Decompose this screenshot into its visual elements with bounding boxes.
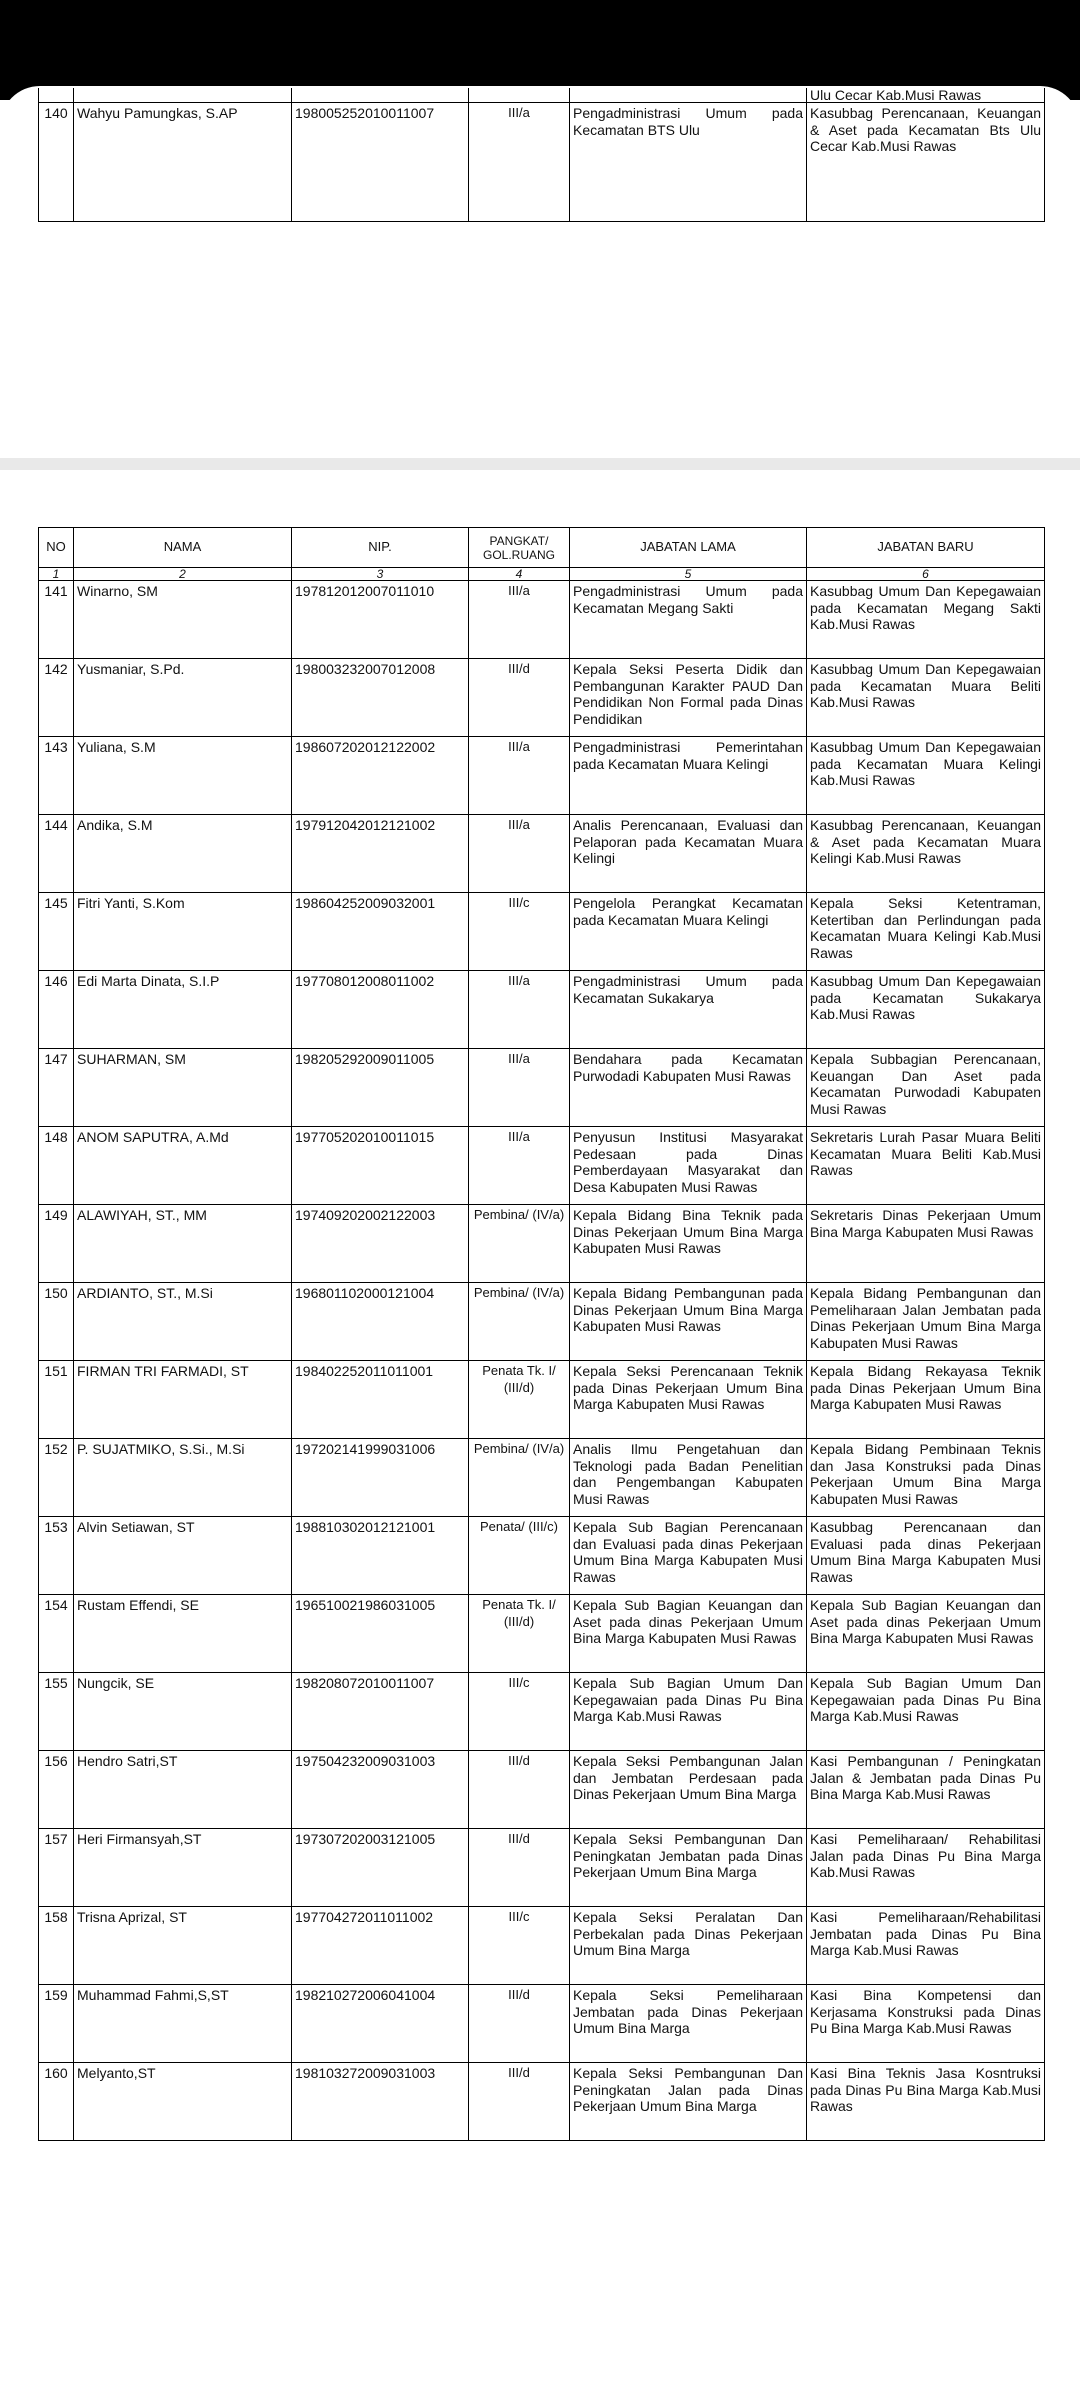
- cell-no: 160: [39, 2063, 74, 2141]
- cell-nama: ANOM SAPUTRA, A.Md: [74, 1127, 292, 1205]
- cell-no: 157: [39, 1829, 74, 1907]
- table-row: [39, 1673, 1045, 1751]
- cell-jabatan-baru: Sekretaris Lurah Pasar Muara Beliti Kecamatan Muara Beliti Kab.Musi Rawas: [807, 1127, 1045, 1205]
- cell-nama: Nungcik, SE: [74, 1673, 292, 1751]
- cell-pangkat: III/c: [469, 1673, 570, 1751]
- cell-jabatan-baru: Kasubbag Perencanaan, Keuangan & Aset pada Kecamatan Bts Ulu Cecar Kab.Musi Rawas: [807, 103, 1045, 222]
- cell-nama: ARDIANTO, ST., M.Si: [74, 1283, 292, 1361]
- previous-page-table: [38, 88, 1045, 222]
- table-row: [39, 1985, 1045, 2063]
- cell-no: 155: [39, 1673, 74, 1751]
- cell-pangkat: III/a: [469, 1049, 570, 1127]
- column-number-row: [39, 568, 1045, 581]
- cell-jabatan-baru: Kasubbag Umum Dan Kepegawaian pada Kecamatan Sukakarya Kab.Musi Rawas: [807, 971, 1045, 1049]
- cell-no: 156: [39, 1751, 74, 1829]
- cell-jabatan-lama: Pengadministrasi Umum pada Kecamatan Megang Sakti: [570, 581, 807, 659]
- cell-nip: 197708012008011002: [292, 971, 469, 1049]
- cell-jabatan-baru: Kasubbag Perencanaan dan Evaluasi pada dinas Pekerjaan Umum Bina Marga Kabupaten Musi Rawas: [807, 1517, 1045, 1595]
- table-row: [39, 971, 1045, 1049]
- table-row: [39, 1439, 1045, 1517]
- cell-pangkat: Pembina/ (IV/a): [469, 1439, 570, 1517]
- cell-nip: 198810302012121001: [292, 1517, 469, 1595]
- cell-pangkat: Penata/ (III/c): [469, 1517, 570, 1595]
- cell-nip: 197704272011011002: [292, 1907, 469, 1985]
- column-number: 4: [469, 568, 570, 581]
- cell-jabatan-lama: Pengadministrasi Umum pada Kecamatan Sukakarya: [570, 971, 807, 1049]
- cell-nip: 197307202003121005: [292, 1829, 469, 1907]
- cell-no: 140: [39, 103, 74, 222]
- cell-nip: 198205292009011005: [292, 1049, 469, 1127]
- cell-nama: ALAWIYAH, ST., MM: [74, 1205, 292, 1283]
- cell-jabatan-baru: Kasubbag Umum Dan Kepegawaian pada Kecamatan Megang Sakti Kab.Musi Rawas: [807, 581, 1045, 659]
- cell-no: 152: [39, 1439, 74, 1517]
- cell-no: 151: [39, 1361, 74, 1439]
- cell-jabatan-baru: Kepala Bidang Rekayasa Teknik pada Dinas Pekerjaan Umum Bina Marga Kabupaten Musi Rawas: [807, 1361, 1045, 1439]
- cell-pangkat: III/a: [469, 103, 570, 222]
- cell-nama: Andika, S.M: [74, 815, 292, 893]
- cell-nama: Yuliana, S.M: [74, 737, 292, 815]
- header-jabatan-lama: JABATAN LAMA: [570, 528, 807, 568]
- cell-pangkat: III/d: [469, 1751, 570, 1829]
- cell-nip: 197409202002122003: [292, 1205, 469, 1283]
- cell-jabatan-lama: Kepala Seksi Pembangunan Dan Peningkatan Jalan pada Dinas Pekerjaan Umum Bina Marga: [570, 2063, 807, 2141]
- cell-nama: Heri Firmansyah,ST: [74, 1829, 292, 1907]
- cell-pangkat: III/d: [469, 1829, 570, 1907]
- cell-nip: 197504232009031003: [292, 1751, 469, 1829]
- table-row: [39, 1127, 1045, 1205]
- cell-jabatan-lama: Kepala Bidang Pembangunan pada Dinas Pekerjaan Umum Bina Marga Kabupaten Musi Rawas: [570, 1283, 807, 1361]
- cell-jabatan-lama: Kepala Seksi Perencanaan Teknik pada Dinas Pekerjaan Umum Bina Marga Kabupaten Musi Rawas: [570, 1361, 807, 1439]
- cell-nip: 198003232007012008: [292, 659, 469, 737]
- cell-pangkat: III/c: [469, 1907, 570, 1985]
- cell-nip: 197705202010011015: [292, 1127, 469, 1205]
- personnel-table: [38, 527, 1045, 2141]
- table-row: [39, 1829, 1045, 1907]
- cell-no: 143: [39, 737, 74, 815]
- cell-jabatan-lama: Pengadministrasi Umum pada Kecamatan BTS Ulu: [570, 103, 807, 222]
- cell-no: 141: [39, 581, 74, 659]
- cell-no: 150: [39, 1283, 74, 1361]
- cell-jabatan-baru: Kasi Pemeliharaan/ Rehabilitasi Jalan pada Dinas Pu Bina Marga Kab.Musi Rawas: [807, 1829, 1045, 1907]
- cell-jabatan-lama: Analis Perencanaan, Evaluasi dan Pelaporan pada Kecamatan Muara Kelingi: [570, 815, 807, 893]
- cell-nama: Hendro Satri,ST: [74, 1751, 292, 1829]
- cell-no: 149: [39, 1205, 74, 1283]
- cell-nip: 198103272009031003: [292, 2063, 469, 2141]
- table-row: [39, 1361, 1045, 1439]
- cell-jabatan-lama: Kepala Sub Bagian Keuangan dan Aset pada dinas Pekerjaan Umum Bina Marga Kabupaten Musi Rawas: [570, 1595, 807, 1673]
- header-pangkat: PANGKAT/ GOL.RUANG: [469, 528, 570, 568]
- cell-nama: Edi Marta Dinata, S.I.P: [74, 971, 292, 1049]
- cell-nama: Yusmaniar, S.Pd.: [74, 659, 292, 737]
- cell-nip: 198402252011011001: [292, 1361, 469, 1439]
- cell-no: 154: [39, 1595, 74, 1673]
- cell-nip: 198210272006041004: [292, 1985, 469, 2063]
- cut-row: [39, 88, 1045, 103]
- cell-jabatan-baru: Kasi Bina Teknis Jasa Kosntruksi pada Dinas Pu Bina Marga Kab.Musi Rawas: [807, 2063, 1045, 2141]
- cell-jabatan-lama: Pengadministrasi Pemerintahan pada Kecamatan Muara Kelingi: [570, 737, 807, 815]
- cell-jabatan-baru: Kasi Pemeliharaan/Rehabilitasi Jembatan pada Dinas Pu Bina Marga Kab.Musi Rawas: [807, 1907, 1045, 1985]
- cell-jabatan-lama: Analis Ilmu Pengetahuan dan Teknologi pada Badan Penelitian dan Pengembangan Kabupaten Musi Rawas: [570, 1439, 807, 1517]
- cell-nama: Winarno, SM: [74, 581, 292, 659]
- cell-nama: Fitri Yanti, S.Kom: [74, 893, 292, 971]
- cell-nama: FIRMAN TRI FARMADI, ST: [74, 1361, 292, 1439]
- cell-nama: Trisna Aprizal, ST: [74, 1907, 292, 1985]
- column-number: 1: [39, 568, 74, 581]
- table-row: [39, 581, 1045, 659]
- cell-no: 147: [39, 1049, 74, 1127]
- cell-no: 148: [39, 1127, 74, 1205]
- cell-nip: 197812012007011010: [292, 581, 469, 659]
- cell-jabatan-baru: Kepala Sub Bagian Keuangan dan Aset pada dinas Pekerjaan Umum Bina Marga Kabupaten Musi Rawas: [807, 1595, 1045, 1673]
- table-row: [39, 815, 1045, 893]
- cell-nama: P. SUJATMIKO, S.Si., M.Si: [74, 1439, 292, 1517]
- table-row: [39, 659, 1045, 737]
- cell-jabatan-baru: Kepala Bidang Pembangunan dan Pemeliharaan Jalan Jembatan pada Dinas Pekerjaan Umum Bina Marga Kabupaten Musi Rawas: [807, 1283, 1045, 1361]
- table-row: [39, 1517, 1045, 1595]
- cell-nip: 196510021986031005: [292, 1595, 469, 1673]
- cut-text: Ulu Cecar Kab.Musi Rawas: [807, 88, 1045, 103]
- cell-jabatan-lama: Kepala Seksi Peralatan Dan Perbekalan pada Dinas Pekerjaan Umum Bina Marga: [570, 1907, 807, 1985]
- cell-pangkat: III/a: [469, 971, 570, 1049]
- cell-nama: Wahyu Pamungkas, S.AP: [74, 103, 292, 222]
- status-bar-area: [0, 0, 1080, 100]
- cell-no: 153: [39, 1517, 74, 1595]
- cell-nip: 197912042012121002: [292, 815, 469, 893]
- cell-jabatan-lama: Pengelola Perangkat Kecamatan pada Kecamatan Muara Kelingi: [570, 893, 807, 971]
- table-row: [39, 1205, 1045, 1283]
- table-row: [39, 1595, 1045, 1673]
- cell-jabatan-baru: Kasubbag Umum Dan Kepegawaian pada Kecamatan Muara Beliti Kab.Musi Rawas: [807, 659, 1045, 737]
- header-nip: NIP.: [292, 528, 469, 568]
- cell-jabatan-lama: Kepala Seksi Peserta Didik dan Pembangunan Karakter PAUD Dan Pendidikan Non Formal pada Dinas Pendidikan: [570, 659, 807, 737]
- cell-pangkat: III/c: [469, 893, 570, 971]
- cell-jabatan-lama: Kepala Sub Bagian Perencanaan dan Evaluasi pada dinas Pekerjaan Umum Bina Marga Kabupaten Musi Rawas: [570, 1517, 807, 1595]
- cell-nama: Melyanto,ST: [74, 2063, 292, 2141]
- cell-nip: 198005252010011007: [292, 103, 469, 222]
- cell-no: 142: [39, 659, 74, 737]
- cell-jabatan-lama: Kepala Seksi Pemeliharaan Jembatan pada Dinas Pekerjaan Umum Bina Marga: [570, 1985, 807, 2063]
- cell-nip: 198607202012122002: [292, 737, 469, 815]
- table-row: [39, 737, 1045, 815]
- cell-jabatan-lama: Kepala Sub Bagian Umum Dan Kepegawaian pada Dinas Pu Bina Marga Kab.Musi Rawas: [570, 1673, 807, 1751]
- cell-no: 145: [39, 893, 74, 971]
- cell-jabatan-baru: Kasi Bina Kompetensi dan Kerjasama Konstruksi pada Dinas Pu Bina Marga Kab.Musi Rawas: [807, 1985, 1045, 2063]
- cell-no: 146: [39, 971, 74, 1049]
- table-row: [39, 893, 1045, 971]
- cell-jabatan-baru: Kasubbag Umum Dan Kepegawaian pada Kecamatan Muara Kelingi Kab.Musi Rawas: [807, 737, 1045, 815]
- table-row: [39, 1907, 1045, 1985]
- cell-nip: 198604252009032001: [292, 893, 469, 971]
- cell-jabatan-lama: Kepala Seksi Pembangunan Dan Peningkatan Jembatan pada Dinas Pekerjaan Umum Bina Marga: [570, 1829, 807, 1907]
- table-row: [39, 2063, 1045, 2141]
- cell-jabatan-lama: Kepala Seksi Pembangunan Jalan dan Jembatan Perdesaan pada Dinas Pekerjaan Umum Bina Marga: [570, 1751, 807, 1829]
- cell-pangkat: III/a: [469, 1127, 570, 1205]
- cell-nip: 196801102000121004: [292, 1283, 469, 1361]
- cell-jabatan-baru: Kepala Sub Bagian Umum Dan Kepegawaian pada Dinas Pu Bina Marga Kab.Musi Rawas: [807, 1673, 1045, 1751]
- table-body: [39, 581, 1045, 2141]
- cell-jabatan-baru: Kepala Seksi Ketentraman, Ketertiban dan Perlindungan pada Kecamatan Muara Kelingi Kab.Musi Rawas: [807, 893, 1045, 971]
- cell-nip: 197202141999031006: [292, 1439, 469, 1517]
- cell-pangkat: III/d: [469, 2063, 570, 2141]
- cell-no: 144: [39, 815, 74, 893]
- cell-pangkat: Pembina/ (IV/a): [469, 1283, 570, 1361]
- table-row: [39, 103, 1045, 222]
- column-number: 6: [807, 568, 1045, 581]
- column-number: 2: [74, 568, 292, 581]
- cell-pangkat: III/d: [469, 1985, 570, 2063]
- cell-no: 159: [39, 1985, 74, 2063]
- cell-pangkat: III/a: [469, 581, 570, 659]
- cell-nama: Alvin Setiawan, ST: [74, 1517, 292, 1595]
- header-row: [39, 528, 1045, 568]
- cell-pangkat: Penata Tk. I/ (III/d): [469, 1595, 570, 1673]
- cell-pangkat: III/a: [469, 737, 570, 815]
- cell-nama: Rustam Effendi, SE: [74, 1595, 292, 1673]
- cell-nip: 198208072010011007: [292, 1673, 469, 1751]
- cell-jabatan-baru: Kepala Bidang Pembinaan Teknis dan Jasa Konstruksi pada Dinas Pekerjaan Umum Bina Marga Kabupaten Musi Rawas: [807, 1439, 1045, 1517]
- header-no: NO: [39, 528, 74, 568]
- cell-pangkat: Penata Tk. I/ (III/d): [469, 1361, 570, 1439]
- header-nama: NAMA: [74, 528, 292, 568]
- cell-nama: Muhammad Fahmi,S,ST: [74, 1985, 292, 2063]
- column-number: 5: [570, 568, 807, 581]
- header-jabatan-baru: JABATAN BARU: [807, 528, 1045, 568]
- cell-jabatan-baru: Sekretaris Dinas Pekerjaan Umum Bina Marga Kabupaten Musi Rawas: [807, 1205, 1045, 1283]
- cell-jabatan-baru: Kepala Subbagian Perencanaan, Keuangan Dan Aset pada Kecamatan Purwodadi Kabupaten Musi Rawas: [807, 1049, 1045, 1127]
- cell-no: 158: [39, 1907, 74, 1985]
- cell-jabatan-lama: Penyusun Institusi Masyarakat Pedesaan pada Dinas Pemberdayaan Masyarakat dan Desa Kabupaten Musi Rawas: [570, 1127, 807, 1205]
- cell-pangkat: III/d: [469, 659, 570, 737]
- cell-jabatan-baru: Kasi Pembangunan / Peningkatan Jalan & Jembatan pada Dinas Pu Bina Marga Kab.Musi Rawas: [807, 1751, 1045, 1829]
- table-row: [39, 1049, 1045, 1127]
- column-number: 3: [292, 568, 469, 581]
- page-divider: [0, 458, 1080, 470]
- cell-jabatan-baru: Kasubbag Perencanaan, Keuangan & Aset pada Kecamatan Muara Kelingi Kab.Musi Rawas: [807, 815, 1045, 893]
- cell-nama: SUHARMAN, SM: [74, 1049, 292, 1127]
- table-row: [39, 1283, 1045, 1361]
- table-row: [39, 1751, 1045, 1829]
- cell-jabatan-lama: Bendahara pada Kecamatan Purwodadi Kabupaten Musi Rawas: [570, 1049, 807, 1127]
- cell-pangkat: Pembina/ (IV/a): [469, 1205, 570, 1283]
- cell-pangkat: III/a: [469, 815, 570, 893]
- cell-jabatan-lama: Kepala Bidang Bina Teknik pada Dinas Pekerjaan Umum Bina Marga Kabupaten Musi Rawas: [570, 1205, 807, 1283]
